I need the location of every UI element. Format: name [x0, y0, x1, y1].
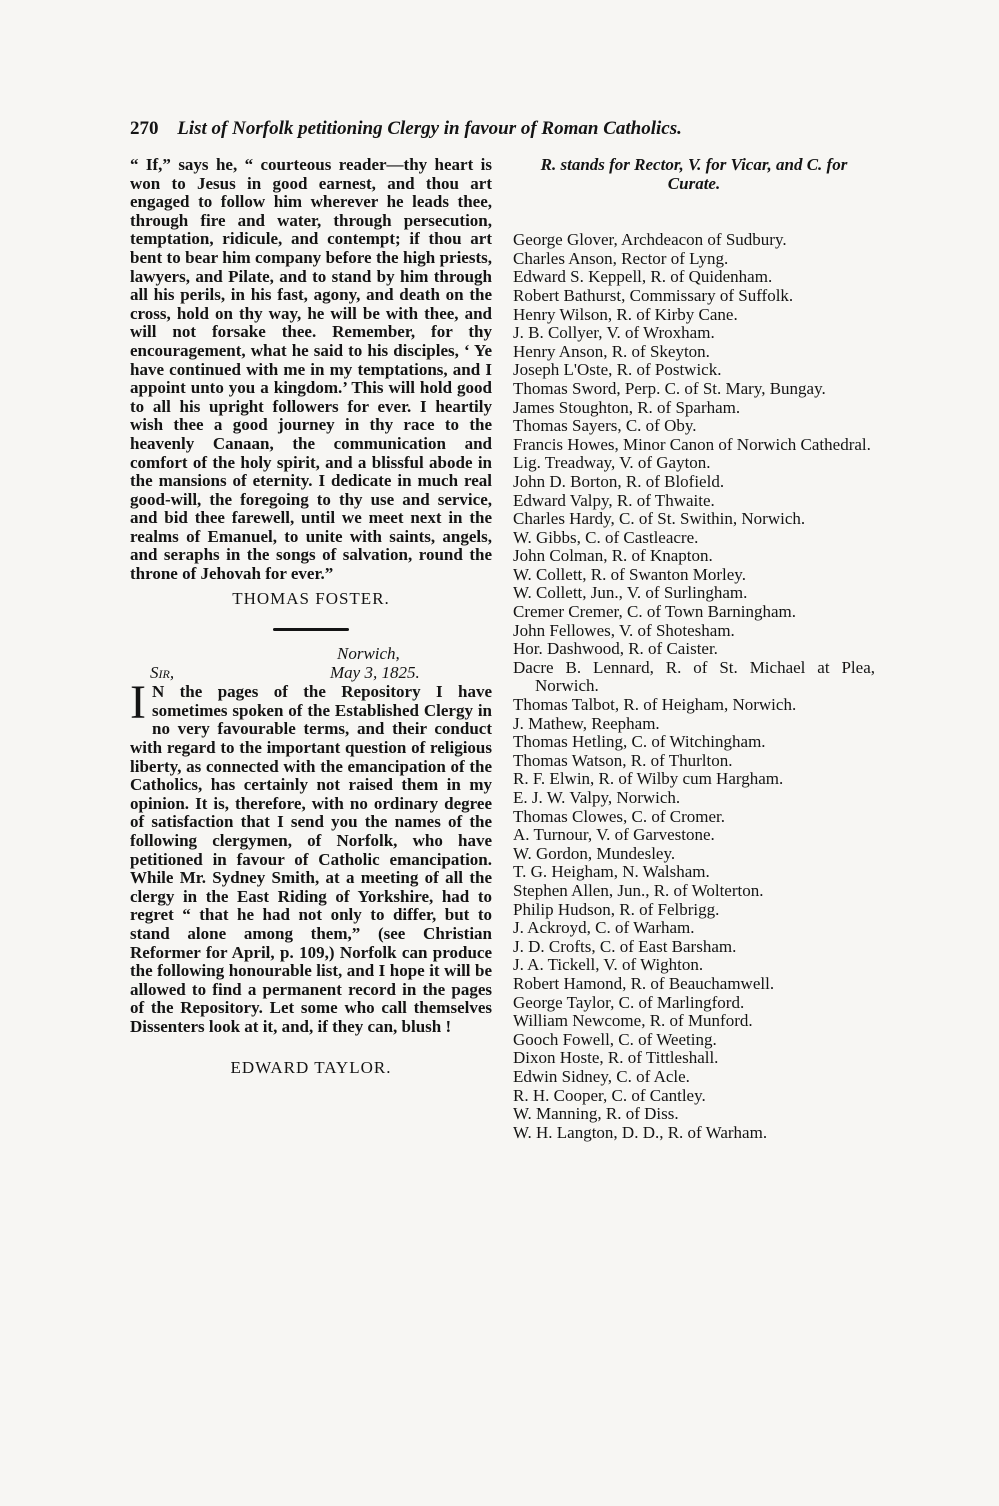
signature-edward-taylor: EDWARD TAYLOR. — [230, 1057, 392, 1077]
drop-cap: I — [130, 676, 146, 730]
clergy-entry: Henry Anson, R. of Skeyton. — [513, 341, 710, 361]
letter-body — [130, 676, 492, 1036]
clergy-entry: Edward Valpy, R. of Thwaite. — [513, 490, 715, 510]
clergy-entry: Henry Wilson, R. of Kirby Cane. — [513, 304, 738, 324]
running-header — [130, 117, 875, 141]
clergy-entry: Edwin Sidney, C. of Acle. — [513, 1066, 690, 1086]
letter-dateline — [130, 645, 492, 683]
left-column — [130, 156, 492, 1077]
clergy-entry: Charles Anson, Rector of Lyng. — [513, 248, 729, 268]
clergy-entry: Thomas Talbot, R. of Heigham, Norwich. — [513, 695, 797, 715]
right-column — [513, 156, 875, 1142]
clergy-entry: J. D. Crofts, C. of East Barsham. — [513, 936, 737, 956]
letter-date: May 3, 1825. — [330, 663, 420, 683]
clergy-entry: W. Manning, R. of Diss. — [513, 1104, 679, 1124]
clergy-entry: Dixon Hoste, R. of Tittleshall. — [513, 1048, 719, 1068]
clergy-entry: John D. Borton, R. of Blofield. — [513, 471, 725, 491]
clergy-entry: Cremer Cremer, C. of Town Barningham. — [513, 602, 796, 622]
letter-salutation: Sir, — [150, 663, 175, 683]
clergy-entry: Joseph L'Oste, R. of Postwick. — [513, 360, 722, 380]
clergy-entry: W. Collett, R. of Swanton Morley. — [513, 564, 746, 584]
clergy-entry: J. B. Collyer, V. of Wroxham. — [513, 323, 715, 343]
clergy-entry: William Newcome, R. of Munford. — [513, 1011, 753, 1031]
clergy-entry: George Glover, Archdeacon of Sudbury. — [513, 230, 787, 250]
clergy-entry: Hor. Dashwood, R. of Caister. — [513, 639, 718, 659]
clergy-entry: E. J. W. Valpy, Norwich. — [513, 788, 681, 807]
clergy-entry: Stephen Allen, Jun., R. of Wolterton. — [513, 880, 764, 900]
clergy-entry: Thomas Sword, Perp. C. of St. Mary, Bungay. — [513, 378, 826, 398]
clergy-entry: A. Turnour, V. of Garvestone. — [513, 825, 715, 845]
clergy-entry: J. Ackroyd, C. of Warham. — [513, 918, 695, 938]
clergy-entry: Charles Hardy, C. of St. Swithin, Norwich. — [513, 509, 806, 529]
clergy-entry: Thomas Sayers, C. of Oby. — [513, 416, 697, 436]
clergy-entry: R. F. Elwin, R. of Wilby cum Hargham. — [513, 769, 784, 789]
clergy-entry: J. A. Tickell, V. of Wighton. — [513, 955, 704, 975]
clergy-entry: J. Mathew, Reepham. — [513, 713, 660, 733]
clergy-entry: W. Gibbs, C. of Castleacre. — [513, 527, 699, 547]
section-divider — [273, 628, 349, 631]
clergy-entry: W. Gordon, Mundesley. — [513, 843, 676, 863]
clergy-entry: Thomas Watson, R. of Thurlton. — [513, 750, 733, 770]
clergy-entry: Robert Hamond, R. of Beauchamwell. — [513, 973, 775, 993]
page-number: 270 — [130, 118, 159, 139]
clergy-entry: Dacre B. Lennard, R. of St. Michael at Plea, Norwich. — [513, 657, 875, 696]
dedication-quote: “ If,” says he, “ courteous reader—thy heart is won to Jesus in good earnest, and thou art engaged to follow him wherever he leads thee, through fire and water, through persecution, temptation, ridicule, and contempt; if thou art bent to bear him company before the high priests, lawyers, and Pilate, and to stand by him through all his perils, in his fast, agony, and death on the cross, hold on thy way, he will be with thee, and will not forsake thee. Remember, for thy encouragement, what he said to his disciples, ‘ Ye have continued with me in my temptations, and I appoint unto you a kingdom.’ This will hold good to all his upright followers for ever. I heartily wish thee a good journey in thy race to the heavenly Canaan, the communication and comfort of the holy spirit, and a blissful abode in the mansions of eternity. I dedicate in much real good-will, the foregoing to thy use and service, and bid thee farewell, until we meet next in the realms of Emanuel, to unite with saints, angels, and seraphs in the songs of salvation, round the throne of Jehovah for ever.” — [130, 155, 492, 584]
clergy-entry: Philip Hudson, R. of Felbrigg. — [513, 899, 720, 919]
clergy-entry: W. H. Langton, D. D., R. of Warham. — [513, 1122, 768, 1142]
clergy-entry: W. Collett, Jun., V. of Surlingham. — [513, 583, 748, 603]
abbreviation-legend: R. stands for Rector, V. for Vicar, and C. for Curate. — [540, 155, 848, 193]
letter-place: Norwich, — [337, 644, 400, 664]
clergy-entry: Gooch Fowell, C. of Weeting. — [513, 1029, 717, 1049]
clergy-entry: George Taylor, C. of Marlingford. — [513, 992, 745, 1012]
clergy-entry: Francis Howes, Minor Canon of Norwich Cathedral. — [513, 434, 871, 454]
clergy-list — [513, 231, 875, 1142]
clergy-entry: James Stoughton, R. of Sparham. — [513, 397, 741, 417]
clergy-entry: Robert Bathurst, Commissary of Suffolk. — [513, 285, 794, 305]
clergy-entry: John Colman, R. of Knapton. — [513, 546, 713, 566]
clergy-entry: Thomas Clowes, C. of Cromer. — [513, 806, 726, 826]
clergy-entry: R. H. Cooper, C. of Cantley. — [513, 1085, 706, 1105]
running-title: List of Norfolk petitioning Clergy in favour of Roman Catholics. — [177, 118, 682, 139]
signature-thomas-foster: THOMAS FOSTER. — [232, 588, 390, 608]
letter-text: N the pages of the Repository I have sometimes spoken of the Established Clergy in no very favourable terms, and their conduct with regard to the important question of religious liberty, as connected with the emancipation of the Catholics, has certainly not raised them in my opinion. It is, therefore, with no ordinary degree of satisfaction that I send you the names of the following clergymen, of Norfolk, who have petitioned in favour of Catholic emancipation. While Mr. Sydney Smith, at a meeting of all the clergy in the East Riding of Yorkshire, had to regret “ that he had not only to differ, but to stand alone among them,” (see Christian Reformer for April, p. 109,) Norfolk can produce the following honourable list, and I hope it will be allowed to find a permanent record in the pages of the Repository. Let some who call themselves Dissenters look at it, and, if they can, blush ! — [130, 682, 492, 1036]
clergy-entry: Lig. Treadway, V. of Gayton. — [513, 453, 711, 473]
clergy-entry: John Fellowes, V. of Shotesham. — [513, 620, 735, 640]
clergy-entry: Edward S. Keppell, R. of Quidenham. — [513, 267, 773, 287]
clergy-entry: Thomas Hetling, C. of Witchingham. — [513, 732, 766, 752]
clergy-entry: T. G. Heigham, N. Walsham. — [513, 862, 710, 882]
